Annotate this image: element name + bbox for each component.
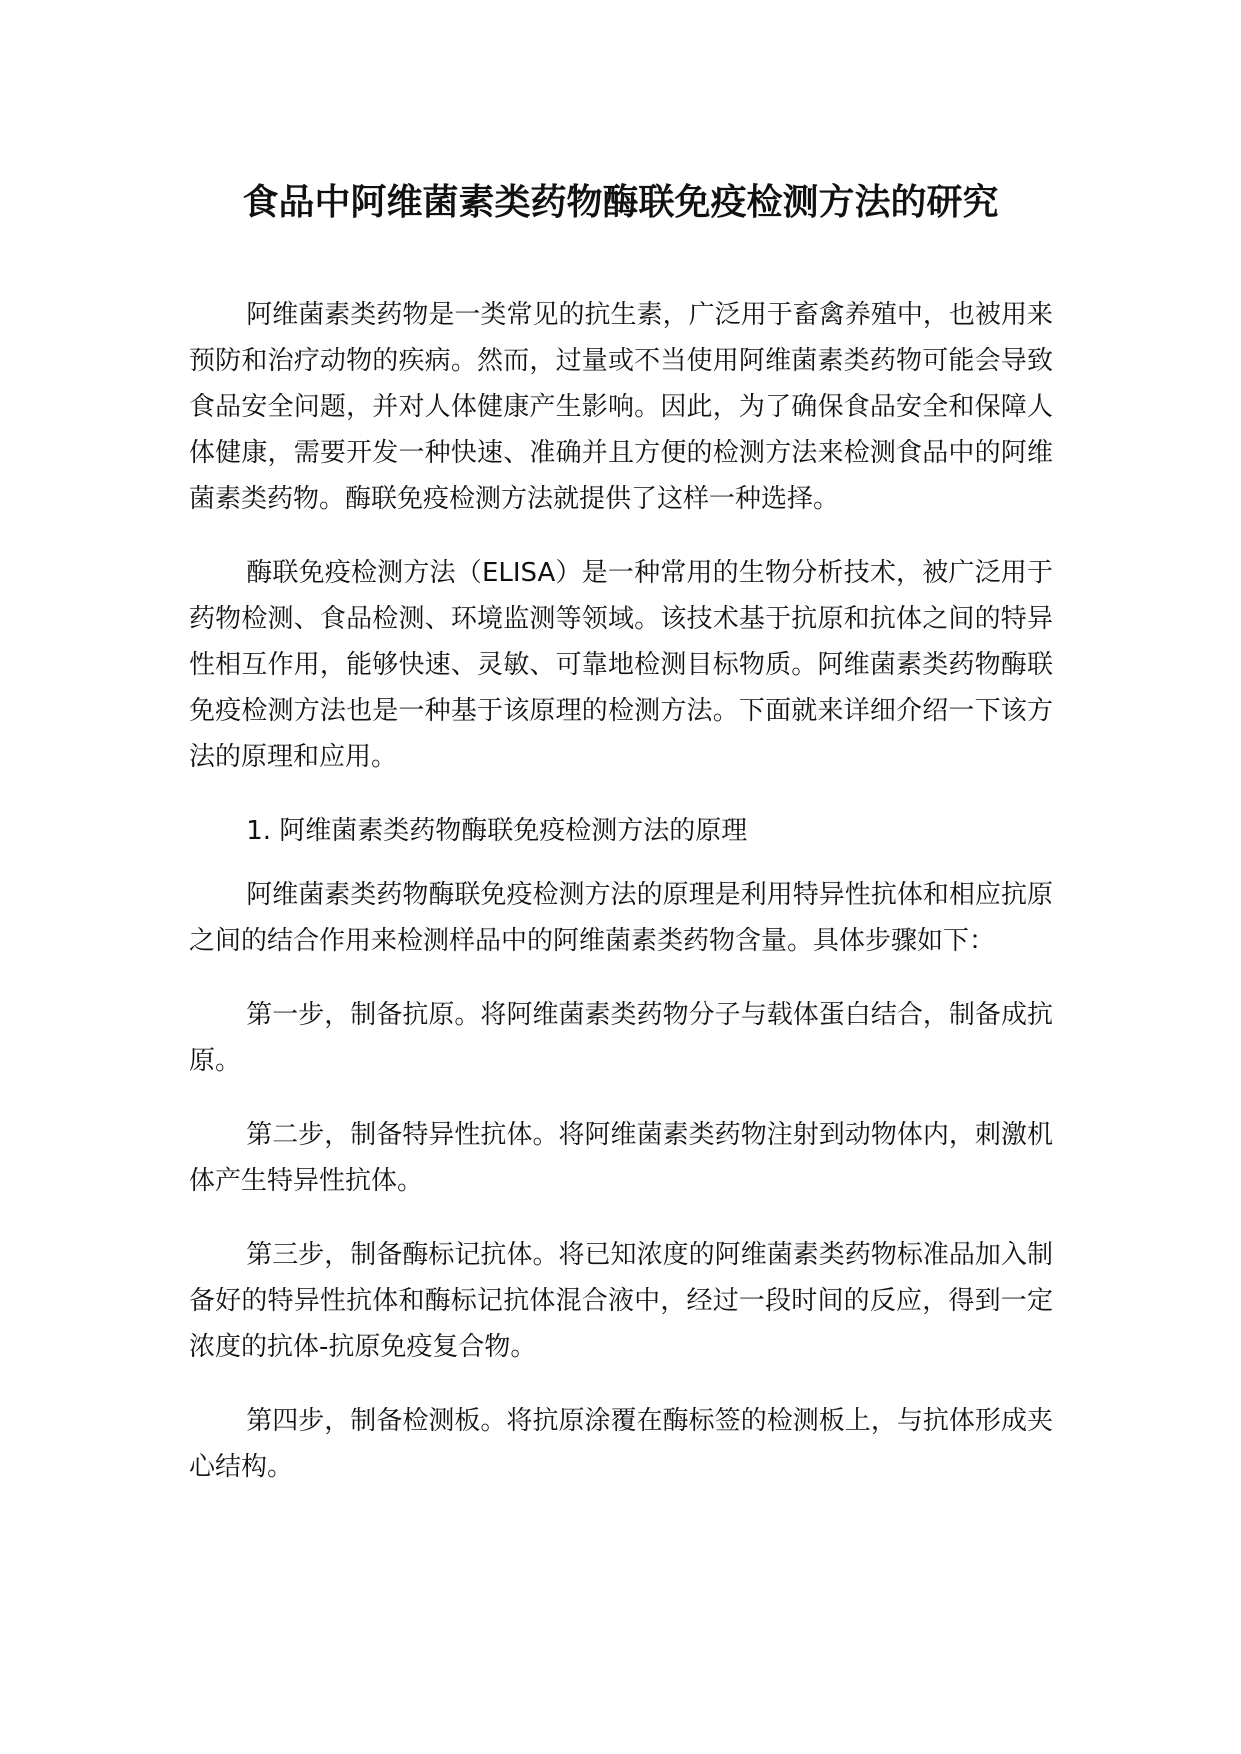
paragraph-intro: 阿维菌素类药物是一类常见的抗生素，广泛用于畜禽养殖中，也被用来预防和治疗动物的疾病。然而，过量或不当使用阿维菌素类药物可能会导致食品安全问题，并对人体健康产生影响。因此，为了确保食品安全和保障人体健康，需要开发一种快速、准确并且方便的检测方法来检测食品中的阿维菌素类药物。酶联免疫检测方法就提供了这样一种选择。 [189,300,1053,514]
paragraph-elisa: 酶联免疫检测方法（ELISA）是一种常用的生物分析技术，被广泛用于药物检测、食品检测、环境监测等领域。该技术基于抗原和抗体之间的特异性相互作用，能够快速、灵敏、可靠地检测目标物质。阿维菌素类药物酶联免疫检测方法也是一种基于该原理的检测方法。下面就来详细介绍一下该方法的原理和应用。 [189,558,1053,772]
paragraph-step-1: 第一步，制备抗原。将阿维菌素类药物分子与载体蛋白结合，制备成抗原。 [189,1000,1053,1076]
paragraph-step-3: 第三步，制备酶标记抗体。将已知浓度的阿维菌素类药物标准品加入制备好的特异性抗体和酶标记抗体混合液中，经过一段时间的反应，得到一定浓度的抗体-抗原免疫复合物。 [189,1240,1053,1362]
document-title: 食品中阿维菌素类药物酶联免疫检测方法的研究 [242,182,999,223]
paragraph-step-4: 第四步，制备检测板。将抗原涂覆在酶标签的检测板上，与抗体形成夹心结构。 [189,1406,1053,1482]
paragraph-step-2: 第二步，制备特异性抗体。将阿维菌素类药物注射到动物体内，刺激机体产生特异性抗体。 [189,1120,1053,1196]
section-heading-principle: 1. 阿维菌素类药物酶联免疫检测方法的原理 [246,816,748,846]
paragraph-principle: 阿维菌素类药物酶联免疫检测方法的原理是利用特异性抗体和相应抗原之间的结合作用来检测样品中的阿维菌素类药物含量。具体步骤如下： [189,880,1053,956]
document-body [189,292,1053,1518]
